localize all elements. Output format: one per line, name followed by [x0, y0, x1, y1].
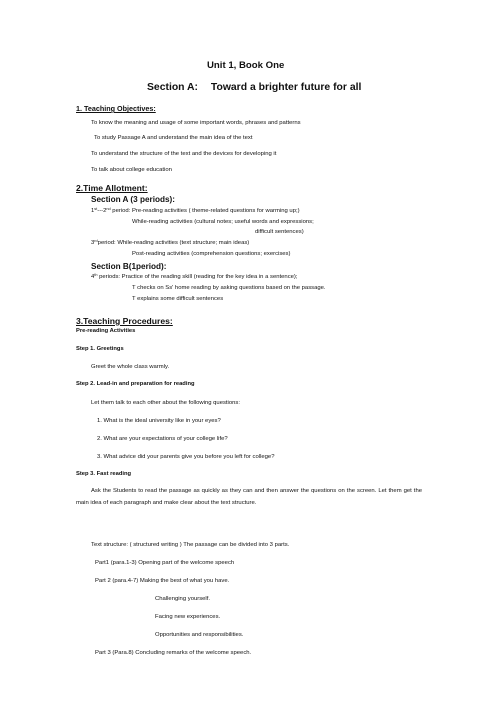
ordinal: 3	[91, 240, 95, 246]
ordinal-suffix: rd	[94, 238, 98, 243]
ordinal-suffix: nd	[106, 206, 111, 211]
step-1-heading: Step 1. Greetings	[76, 346, 124, 352]
document-title: Unit 1, Book One	[207, 60, 285, 71]
part-2-item: Facing new experiences.	[155, 614, 221, 620]
section-heading	[147, 82, 361, 93]
part-2-item: Opportunities and responsibilities.	[155, 632, 244, 638]
section-title: Toward a brighter future for all	[210, 82, 362, 93]
part-1: Part1 (para.1-3) Opening part of the welcome speech	[95, 560, 235, 566]
ordinal: ---2	[97, 208, 107, 214]
procedures-heading: 3.Teaching Procedures:	[76, 316, 173, 326]
part-2-item: Challenging yourself.	[155, 596, 211, 602]
objective-item: To know the meaning and usage of some important words, phrases and patterns	[91, 120, 301, 126]
step-3-heading: Step 3. Fast reading	[76, 471, 132, 477]
objectives-heading: 1. Teaching Objectives:	[76, 104, 156, 113]
ordinal: 1	[91, 208, 95, 214]
period-1-2-line-3: difficult sentences)	[255, 229, 304, 235]
objective-item: To study Passage A and understand the main idea of the text	[94, 135, 253, 141]
period-3-line	[91, 240, 249, 246]
question-item: 1. What is the ideal university like in your eyes?	[97, 418, 221, 424]
period-4-line-3: T explains some difficult sentences	[132, 296, 224, 302]
pre-reading-heading: Pre-reading Activities	[76, 328, 136, 334]
period-text: period: Pre-reading activities ( theme-related questions for warming up;)	[110, 208, 300, 214]
part-2: Part 2 (para.4-7) Making the best of what you have.	[95, 578, 230, 584]
step-1-text: Greet the whole class warmly.	[91, 364, 170, 370]
objective-item: To talk about college education	[91, 167, 172, 173]
period-text: periods: Practice of the reading skill (reading for the key idea in a sentence);	[97, 274, 298, 280]
question-item: 2. What are your expectations of your college life?	[97, 436, 228, 442]
structure-intro: Text structure: ( structured writing ) The passage can be divided into 3 parts.	[91, 542, 290, 548]
section-b-periods: Section B(1period):	[91, 262, 167, 271]
section-a-periods: Section A (3 periods):	[91, 195, 176, 204]
period-4-line-2: T checks on Ss' home reading by asking questions based on the passage.	[132, 285, 326, 291]
allotment-heading: 2.Time Allotment:	[76, 183, 148, 193]
ordinal-suffix: st	[94, 206, 98, 211]
period-1-2-line	[91, 208, 300, 214]
question-item: 3. What advice did your parents give you before you left for college?	[97, 454, 275, 460]
ordinal-suffix: th	[94, 272, 98, 277]
objective-item: To understand the structure of the text and the devices for developing it	[91, 151, 277, 157]
step-2-heading: Step 2. Lead-in and preparation for reading	[76, 381, 195, 387]
period-4-line	[91, 274, 298, 280]
part-3: Part 3 (Para.8) Concluding remarks of the welcome speech.	[95, 650, 252, 656]
ordinal: 4	[91, 274, 95, 280]
period-3-line-2: Post-reading activities (comprehension questions; exercises)	[132, 251, 291, 257]
period-1-2-line-2: While-reading activities (cultural notes; useful words and expressions;	[132, 219, 314, 225]
step-2-text: Let them talk to each other about the following questions:	[91, 400, 240, 406]
step-3-paragraph: Ask the Students to read the passage as quickly as they can and then answer the questions on the screen. Let them get the main idea of each paragraph and make clear about the text structure.	[76, 488, 422, 507]
section-label: Section A:	[147, 82, 198, 93]
period-text: period: While-reading activities (text structure; main ideas)	[97, 240, 250, 246]
